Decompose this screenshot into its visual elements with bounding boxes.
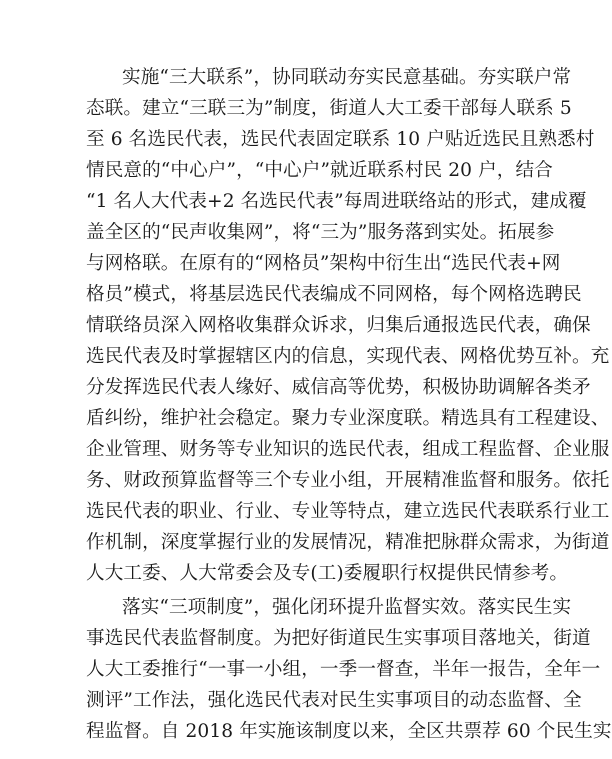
- text-line: 选民代表的职业、行业、专业等特点，建立选民代表联系行业工: [86, 501, 610, 522]
- paragraph-three-connections: [86, 62, 610, 589]
- text-line: 分发挥选民代表人缘好、威信高等优势，积极协助调解各类矛: [86, 377, 591, 398]
- text-line: 选民代表及时掌握辖区内的信息，实现代表、网格优势互补。充: [86, 346, 610, 367]
- document-body: [86, 62, 612, 747]
- text-line: 情民意的“中心户”，“中心户”就近联系村民 20 户，结合: [86, 160, 553, 181]
- paragraph-three-systems: [86, 592, 612, 747]
- text-line: 格员”模式，将基层选民代表编成不同网格，每个网格选聘民: [86, 284, 582, 305]
- text-line: 务、财政预算监督等三个专业小组，开展精准监督和服务。依托: [86, 470, 610, 491]
- text-line: “1 名人大代表+2 名选民代表”每周进联络站的形式，建成覆: [86, 191, 587, 212]
- text-line: 情联络员深入网格收集群众诉求，归集后通报选民代表，确保: [86, 315, 591, 336]
- text-line: 程监督。自 2018 年实施该制度以来，全区共票荐 60 个民生实: [86, 721, 612, 742]
- text-line: 人大工委推行“一事一小组，一季一督查，半年一报告，全年一: [86, 659, 601, 680]
- text-line: 盖全区的“民声收集网”，将“三为”服务落到实处。拓展参: [86, 222, 555, 243]
- text-line: 态联。建立“三联三为”制度，街道人大工委干部每人联系 5: [86, 98, 572, 119]
- text-line: 实施“三大联系”，协同联动夯实民意基础。夯实联户常: [122, 67, 572, 88]
- text-line: 测评”工作法，强化选民代表对民生实事项目的动态监督、全: [86, 690, 582, 711]
- text-line: 作机制，深度掌握行业的发展情况，精准把脉群众需求，为街道: [86, 532, 610, 553]
- text-line: 至 6 名选民代表，选民代表固定联系 10 户贴近选民且熟悉村: [86, 129, 595, 150]
- text-line: 落实“三项制度”，强化闭环提升监督实效。落实民生实: [122, 597, 572, 618]
- text-line: 事选民代表监督制度。为把好街道民生实事项目落地关，街道: [86, 628, 591, 649]
- text-line: 企业管理、财务等专业知识的选民代表，组成工程监督、企业服: [86, 439, 610, 460]
- text-line: 盾纠纷，维护社会稳定。聚力专业深度联。精选具有工程建设、: [86, 408, 610, 429]
- text-line: 与网格联。在原有的“网格员”架构中衍生出“选民代表+网: [86, 253, 561, 274]
- text-line: 人大工委、人大常委会及专(工)委履职行权提供民情参考。: [86, 563, 569, 584]
